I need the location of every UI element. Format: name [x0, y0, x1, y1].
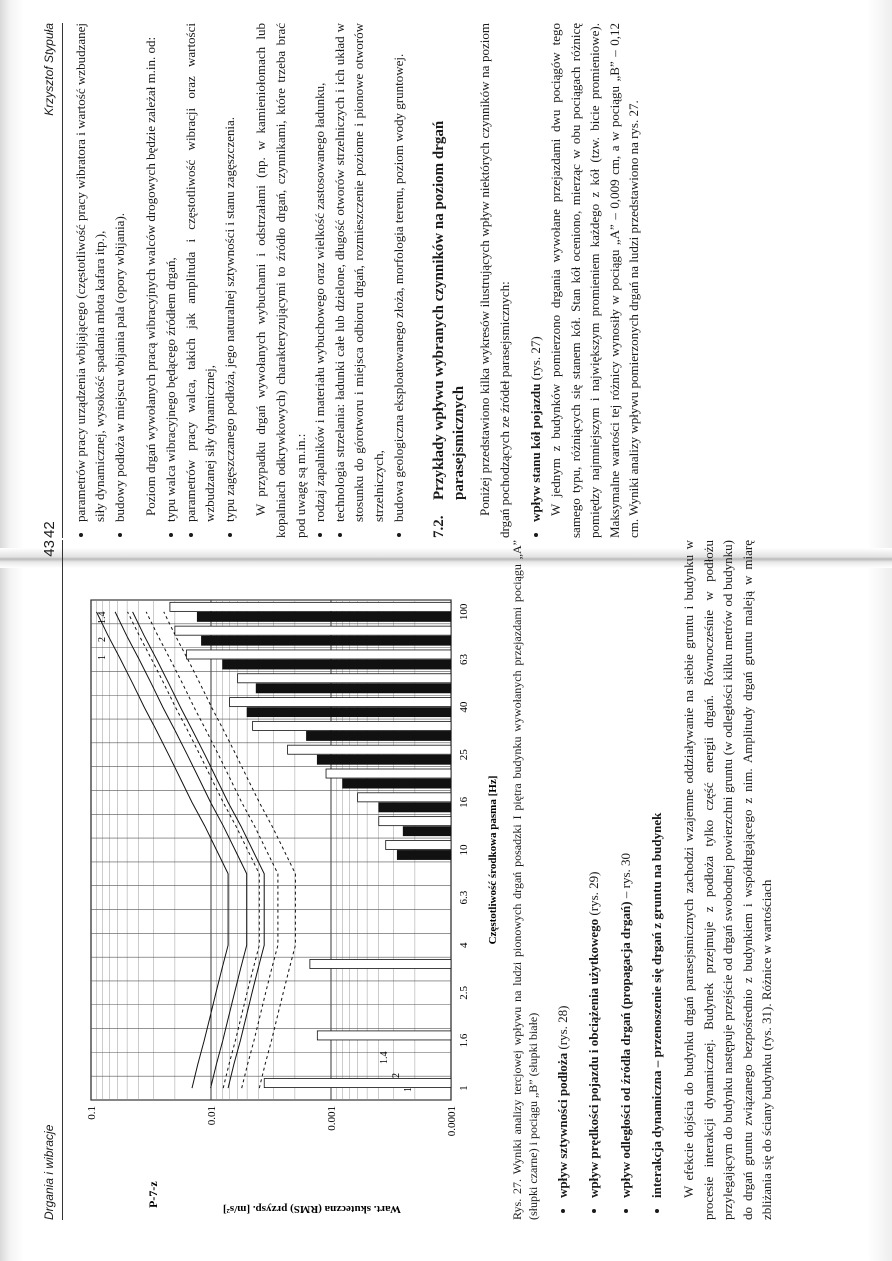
list-pile-driving [71, 23, 130, 538]
x-tick-label: 1 [457, 1085, 470, 1091]
section-heading [430, 23, 469, 538]
list-rollers [161, 23, 239, 538]
list-item: • budowy podłoża w miejscu wbijania pala (opory wbijania). [110, 23, 130, 522]
list-item [616, 540, 636, 1198]
x-tick-label: 40 [457, 701, 470, 713]
page-header [40, 540, 63, 1220]
bar-train-a [222, 660, 450, 669]
list-item: • budowa geologiczna eksploatowanego złoża, morfologia terenu, poziom wody gruntowej. [389, 23, 409, 522]
bullet-ref: – rys. 30 [617, 853, 633, 902]
curve-label: 1 [96, 655, 108, 660]
x-tick-label: 16 [457, 796, 470, 808]
list-item [526, 23, 546, 522]
chart-title: P-7-z [145, 1181, 160, 1208]
list-factors [553, 540, 667, 1220]
chart-rys-27 [71, 580, 501, 1220]
bullet-ref: (rys. 28) [554, 1005, 570, 1053]
running-title: Drgania i wibracje [42, 1124, 56, 1220]
bullet-title: wpływ prędkości pojazdu i obciążenia użytkowego [586, 918, 602, 1198]
bar-train-b [174, 626, 450, 635]
list-item [584, 540, 604, 1198]
curve-label: 2 [390, 1073, 402, 1078]
list-item [553, 540, 573, 1198]
section-title: Przykłady wpływu wybranych czynników na poziom drgań parasejsmicznych [431, 120, 467, 500]
curve-label: 1.4 [96, 611, 108, 624]
page-43 [40, 540, 850, 1220]
x-tick-label: 100 [457, 603, 470, 621]
bar-train-b [309, 959, 450, 968]
bar-train-a [256, 684, 451, 693]
y-tick-label: 0.0001 [445, 1106, 458, 1137]
list-item: • typu zagęszczanego podłoża, jego naturalnej sztywności i stanu zagęszczenia. [220, 23, 240, 522]
bar-train-a [403, 827, 451, 836]
list-item: • parametrów pracy walca, takich jak amplituda i częstotliwość wibracji oraz wartości wzbudzanej siły dynamicznej, [181, 23, 220, 522]
x-tick-label: 25 [457, 749, 470, 761]
bar-train-b [287, 745, 450, 754]
list-item: • parametrów pracy urządzenia wbijającego (częstotliwość pracy wibratora i wartość wzbudzanej siły dynamicznej, wysokość spadania młota kafara itp.), [71, 23, 110, 522]
bar-train-a [317, 755, 451, 764]
y-tick-label: 0.001 [325, 1106, 338, 1131]
running-author: Krzysztof Stypuła [42, 23, 56, 116]
figure-caption: Rys. 27. Wyniki analizy tercjowej wpływu na ludzi pionowych drgań posadzki I piętra budynku wywołanych przejazdami pociągu „A” (słupki czarne) i pociągu „B” (słupki białe) [509, 540, 540, 1220]
x-tick-label: 63 [457, 654, 470, 666]
page-number: 42 [41, 521, 58, 538]
bar-train-a [342, 779, 450, 788]
x-tick-label: 6.3 [457, 890, 470, 905]
bar-train-a [378, 803, 450, 812]
page-42 [40, 23, 650, 538]
y-axis-label: Wart. skuteczna (RMS) przysp. [m/s²] [222, 1203, 401, 1215]
paragraph: W efekcie dojścia do budynku drgań parasejsmicznych zachodzi wzajemne oddziaływanie na siebie gruntu i budynku w procesie interakcji dynamicznej. Budynek przejmuje z podłoża tylko część energii drgań. Równocześnie w podłożu przylegającym do budynku następuje przejście od drgań swobodnej powierzchni gruntu (w odległości kilku metrów od budynku) do drgań gruntu związanego bezpośrednio z budynkiem i współdrgającego z nim. Amplitudy drgań gruntu maleją w miarę zbliżania się do ściany budynku (rys. 31). Różnice w wartościach [680, 540, 775, 1220]
section-number: 7.2. [431, 515, 448, 538]
bar-train-b [170, 602, 451, 611]
bar-train-a [197, 612, 451, 621]
x-tick-label: 10 [457, 844, 470, 856]
curve-label: 2 [96, 637, 108, 642]
bullet-ref: (rys. 29) [586, 871, 602, 919]
curve-label: 1.4 [378, 1051, 390, 1064]
list-item: • typu walca wibracyjnego będącego źródłem drgań, [161, 23, 181, 522]
paragraph: Poziom drgań wywołanych pracą wibracyjnych walców drogowych będzie zależał m.in. od: [143, 36, 159, 516]
list-item: • rodzaj zapalników i materiału wybuchowego oraz wielkość zastosowanego ładunku, [310, 23, 330, 522]
bullet-title: wpływ stanu kół pojazdu [528, 383, 544, 522]
bar-train-a [306, 731, 450, 740]
page-header [40, 23, 63, 538]
bar-train-a [397, 850, 451, 859]
bullet-title: wpływ odległości od źródła drgań (propagacja drgań) [617, 901, 633, 1198]
x-tick-label: 1.6 [457, 1033, 470, 1048]
bar-train-b [385, 840, 450, 849]
paragraph: W przypadku drgań wywołanych wybuchami i odstrzałami (np. w kamieniołomach lub kopalniach odkrywkowych) charakteryzującymi to źródło drgań, czynnikami, które trzeba brać pod uwagę są m.in.: [253, 23, 308, 538]
bullet-title: wpływ sztywności podłoża [554, 1052, 570, 1198]
bar-train-b [357, 793, 450, 802]
bar-train-a [201, 636, 451, 645]
list-item: • technologia strzelania: ładunki całe lub dzielone, długość otworów strzelniczych i ich układ w stosunku do górotworu i miejsca odbioru drgań, rozmieszczenie poziome i pionowe otworów strzelniczych, [330, 23, 389, 522]
page-number: 43 [41, 540, 58, 557]
bar-train-b [237, 674, 450, 683]
x-axis-label: Częstotliwość środkowa pasma [Hz] [486, 775, 499, 945]
y-tick-label: 0.1 [85, 1106, 98, 1120]
list-wheels [526, 23, 546, 538]
bar-train-a [247, 708, 451, 717]
bar-train-b [326, 769, 451, 778]
figure-27 [71, 580, 501, 1220]
bar-train-b [252, 721, 450, 730]
list-item [647, 540, 667, 1198]
bar-train-b [264, 1079, 451, 1088]
x-tick-label: 4 [457, 942, 470, 948]
bar-train-b [378, 817, 450, 826]
bullet-title: interakcja dynamiczna – przenoszenie się drgań z gruntu na budynek [649, 812, 665, 1198]
bar-train-b [229, 698, 450, 707]
bar-train-b [317, 1031, 451, 1040]
paragraph: W jednym z budynków pomierzono drgania wywołane przejazdami dwu pociągów tego samego typu, różniących się stanem kół. Stan kół oceniono, mierząc w obu pociągach różnicę pomiędzy najmniejszym i największym promieniem każdego z kół (tzw. bicie promieniowe). Maksymalne wartości tej różnicy wynosiły w pociągu „A” – 0,009 cm, a w pociągu „B” – 0,12 cm. Wyniki analizy wpływu pomierzonych drgań na ludzi przedstawiono na rys. 27. [548, 23, 642, 538]
bullet-ref: (rys. 27) [528, 336, 544, 384]
bar-train-b [186, 650, 450, 659]
x-tick-label: 2.5 [457, 985, 470, 1000]
list-blasting [310, 23, 408, 538]
y-tick-label: 0.01 [205, 1106, 218, 1126]
paragraph: Poniżej przedstawiono kilka wykresów ilustrujących wpływ niektórych czynników na poziom drgań pochodzących ze źródeł parasejsmicznych: [477, 23, 512, 538]
